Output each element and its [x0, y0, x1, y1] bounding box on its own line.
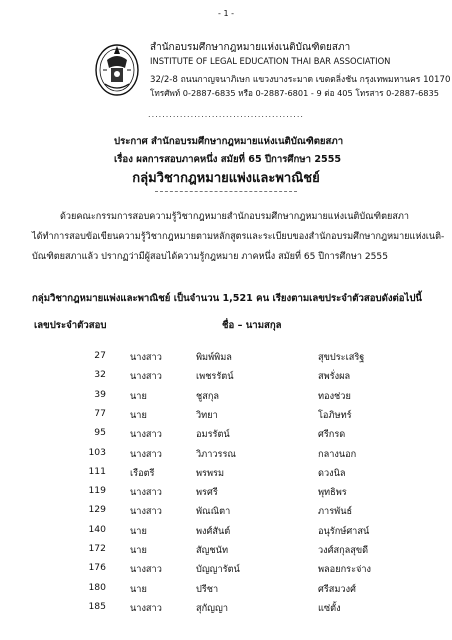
- announcement-line-1: ประกาศ สำนักอบรมศึกษากฎหมายแห่งเนติบัณฑิตยสภา: [114, 136, 344, 147]
- last-name: แซ่ตั้ง: [318, 602, 341, 614]
- exam-number: 185: [88, 600, 106, 612]
- first-name: พรศรี: [196, 487, 218, 499]
- name-title: นางสาว: [130, 602, 162, 614]
- first-name: พรพรม: [196, 467, 225, 479]
- exam-number: 172: [88, 543, 106, 554]
- last-name: พลอยกระจ่าง: [318, 564, 372, 576]
- first-name: พิมพ์พิมล: [196, 352, 232, 363]
- table-row: [0, 427, 452, 443]
- table-row: [0, 389, 452, 405]
- exam-number: 111: [88, 465, 106, 477]
- name-title: นาย: [130, 583, 147, 595]
- name-title: นางสาว: [130, 487, 162, 499]
- table-row: [0, 562, 452, 578]
- name-title: นางสาว: [130, 564, 162, 576]
- announcement-subject: เรื่อง ผลการสอบภาคหนึ่ง สมัยที่ 65 ปีการศึกษา 2555: [114, 154, 342, 165]
- exam-number: 103: [88, 446, 106, 458]
- table-row: [0, 485, 452, 501]
- first-name: พงศ์สันต์: [196, 525, 231, 537]
- body-paragraph-line-1: ด้วยคณะกรรมการสอบความรู้วิชากฎหมายสำนักอบรมศึกษากฎหมายแห่งเนติบัณฑิตยสภา: [60, 212, 409, 222]
- table-row: [0, 447, 452, 463]
- exam-number: 119: [88, 485, 106, 497]
- name-title: นาย: [130, 525, 147, 537]
- separator-dots: ............................................: [148, 110, 304, 119]
- divider: [155, 191, 297, 192]
- last-name: สพรั่งผล: [318, 371, 351, 383]
- first-name: บัญญารัตน์: [196, 564, 240, 576]
- institute-name-thai: สำนักอบรมศึกษากฎหมายแห่งเนติบัณฑิตยสภา: [150, 42, 351, 53]
- last-name: ดวงนิล: [318, 467, 346, 479]
- last-name: ทองช่วย: [318, 390, 351, 402]
- first-name: อมรรัตน์: [196, 429, 230, 441]
- table-row: [0, 466, 452, 482]
- last-name: พุทธิพร: [318, 487, 347, 499]
- exam-number: 77: [94, 407, 106, 419]
- table-row: [0, 504, 452, 520]
- table-row: [0, 582, 452, 598]
- first-name: ชูสกุล: [196, 390, 220, 402]
- table-row: [0, 601, 452, 617]
- institute-address: 32/2-8 ถนนกาญจนาภิเษก แขวงบางระมาด เขตตลิ่งชัน กรุงเทพมหานคร 10170: [150, 75, 451, 85]
- name-title: นาย: [130, 409, 147, 421]
- body-paragraph-line-3: บัณฑิตยสภาแล้ว ปรากฏว่ามีผู้สอบได้ความรู้กฎหมาย ภาคหนึ่ง สมัยที่ 65 ปีการศึกษา 2555: [32, 252, 388, 262]
- first-name: พัณณิตา: [196, 506, 231, 518]
- group-title: กลุ่มวิชากฎหมายแพ่งและพาณิชย์: [132, 171, 320, 186]
- first-name: วิภาวรรณ: [196, 448, 236, 460]
- institute-name-english: INSTITUTE OF LEGAL EDUCATION THAI BAR ASSOCIATION: [150, 56, 391, 66]
- column-header-name: ชื่อ – นามสกุล: [222, 320, 282, 331]
- column-header-exam-number: เลขประจำตัวสอบ: [34, 320, 107, 331]
- first-name: สัญชนัท: [196, 545, 229, 556]
- name-title: นาย: [130, 545, 147, 556]
- last-name: สุขประเสริฐ: [318, 352, 365, 363]
- page-number: - 1 -: [218, 9, 234, 18]
- last-name: กลางนอก: [318, 448, 357, 460]
- exam-number: 39: [94, 388, 106, 400]
- name-title: นางสาว: [130, 352, 162, 363]
- name-title: นางสาว: [130, 429, 162, 441]
- table-row: [0, 524, 452, 540]
- exam-number: 95: [94, 427, 106, 439]
- body-paragraph-summary: กลุ่มวิชากฎหมายแพ่งและพาณิชย์ เป็นจำนวน 1,521 คน เรียงตามเลขประจำตัวสอบดังต่อไปนี้: [32, 293, 422, 304]
- exam-number: 27: [94, 350, 106, 361]
- first-name: สุกัญญา: [196, 602, 228, 614]
- first-name: ปรีชา: [196, 583, 219, 595]
- name-title: นาย: [130, 390, 147, 402]
- exam-number: 180: [88, 581, 106, 593]
- name-title: นางสาว: [130, 371, 162, 383]
- last-name: โอภิษทร์: [318, 409, 352, 421]
- institute-contact: โทรศัพท์ 0-2887-6835 หรือ 0-2887-6801 - 9 ต่อ 405 โทรสาร 0-2887-6835: [150, 88, 439, 98]
- name-title: นางสาว: [130, 506, 162, 518]
- last-name: ศรีกรด: [318, 429, 346, 441]
- table-row: [0, 543, 452, 559]
- last-name: อนุรักษ์ศาสน์: [318, 525, 370, 537]
- body-paragraph-line-2: ได้ทำการสอบข้อเขียนความรู้วิชากฎหมายตามหลักสูตรและระเบียบของสำนักอบรมศึกษากฎหมายแห่งเนติ-: [32, 232, 445, 242]
- thai-bar-association-seal: [93, 40, 141, 98]
- table-row: [0, 350, 452, 366]
- exam-number: 129: [88, 504, 106, 516]
- name-title: นางสาว: [130, 448, 162, 460]
- first-name: วิทยา: [196, 409, 218, 421]
- last-name: ศรีสมวงศ์: [318, 583, 356, 595]
- last-name: วงศ์สกุลสุขดี: [318, 545, 369, 556]
- exam-number: 140: [88, 523, 106, 535]
- table-row: [0, 408, 452, 424]
- exam-number: 176: [88, 562, 106, 574]
- name-title: เรือตรี: [130, 467, 155, 479]
- last-name: ภารพันธ์: [318, 506, 353, 518]
- table-row: [0, 369, 452, 385]
- exam-number: 32: [94, 369, 106, 381]
- first-name: เพชรรัตน์: [196, 371, 234, 383]
